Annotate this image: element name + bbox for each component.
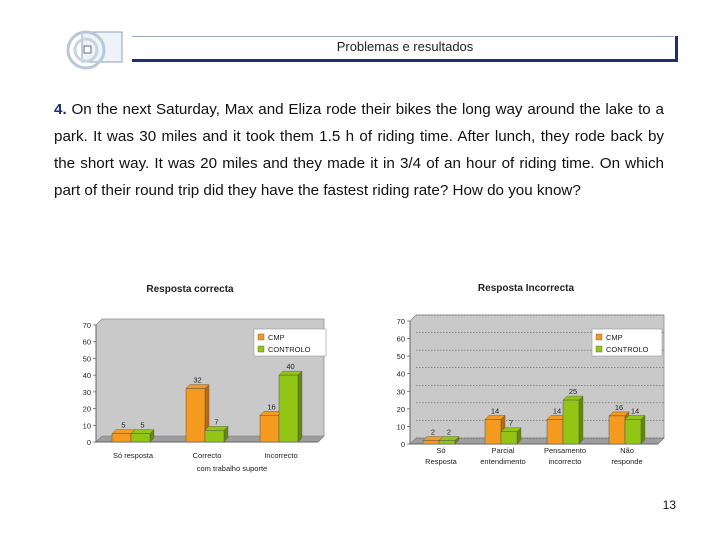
bar-controlo [625, 419, 641, 444]
x-tick-label: Resposta [425, 457, 457, 466]
bar-controlo [279, 375, 298, 442]
bar-value-label: 32 [193, 375, 202, 385]
y-tick-label: 20 [82, 404, 91, 414]
y-tick-label: 70 [396, 317, 405, 326]
bar-controlo [439, 440, 455, 444]
chart-title: Resposta correcta [146, 284, 234, 295]
question-paragraph [54, 96, 664, 204]
logo [62, 28, 132, 78]
x-tick-label: entendimento [480, 457, 526, 466]
bar-top-controlo [131, 430, 154, 434]
bar-value-label: 14 [630, 406, 640, 416]
bar-controlo [205, 430, 224, 442]
bar-value-label: 5 [140, 420, 145, 430]
legend-swatch-cmp [596, 334, 602, 340]
bar-value-label: 16 [267, 402, 276, 412]
bar-cmp [485, 419, 501, 444]
bar-value-label: 2 [430, 427, 436, 437]
x-tick-label: Só resposta [112, 451, 154, 460]
bar-controlo [501, 432, 517, 444]
y-tick-label: 30 [82, 387, 91, 397]
x-tick-label: Não [620, 446, 634, 455]
x-tick-label: Só [436, 446, 446, 455]
chart-resposta-correcta [48, 275, 333, 485]
x-tick-label: responde [611, 457, 643, 466]
bar-cmp [260, 415, 279, 442]
y-tick-label: 10 [82, 421, 91, 431]
bar-top-controlo [279, 371, 302, 375]
y-tick-label: 50 [396, 352, 405, 362]
bar-cmp [423, 440, 439, 444]
bar-controlo [131, 434, 150, 442]
y-tick-label: 50 [82, 354, 91, 364]
y-tick-label: 70 [82, 321, 91, 330]
bar-cmp [547, 419, 563, 444]
y-tick-label: 0 [400, 440, 405, 449]
legend-swatch-controlo [596, 346, 602, 352]
x-tick-label: Pensamento [543, 446, 587, 455]
legend-label: CMP [268, 333, 285, 342]
bar-side-controlo [298, 371, 302, 442]
bar-cmp [112, 434, 131, 442]
bar-side-controlo [641, 415, 645, 444]
chart-title: Resposta Incorrecta [477, 283, 575, 294]
y-tick-label: 60 [82, 337, 91, 347]
chart-incorrect-svg [366, 275, 666, 480]
y-tick-label: 20 [396, 404, 405, 414]
bar-value-label: 25 [568, 387, 578, 397]
bar-side-controlo [579, 396, 583, 444]
bar-top-controlo [205, 426, 228, 430]
bar-value-label: 40 [286, 362, 295, 372]
bar-value-label: 7 [508, 418, 514, 428]
bar-cmp [186, 389, 205, 442]
x-tick-label: Incorrecto [264, 451, 298, 460]
x-tick-label: Parcial [491, 446, 515, 455]
bar-value-label: 14 [552, 406, 562, 416]
y-tick-label: 0 [86, 438, 91, 447]
legend-label: CONTROLO [606, 345, 649, 354]
bar-value-label: 2 [446, 427, 452, 437]
question-text: On the next Saturday, Max and Eliza rode their bikes the long way around the lake to a park. It was 30 miles and it took them 1.5 h of riding time. After lunch, they rode back by the short way. It was 20 miles and they made it in 3/4 of an hour of riding time. On which part of their round trip did they have the fastest riding rate? How do you know? [54, 101, 664, 199]
y-tick-label: 10 [396, 422, 405, 432]
bar-top-cmp [186, 385, 209, 389]
bar-value-label: 14 [490, 406, 500, 416]
bar-value-label: 16 [614, 402, 624, 412]
header-title: Problemas e resultados [336, 39, 474, 54]
x-tick-label: Correcto [192, 451, 222, 460]
slide-header [132, 36, 678, 62]
y-tick-label: 30 [396, 387, 405, 397]
legend-label: CONTROLO [268, 345, 311, 354]
header-line-bottom [132, 59, 678, 62]
chart-correct-svg [48, 275, 333, 480]
y-tick-label: 40 [396, 369, 405, 379]
page-number: 13 [662, 498, 676, 512]
y-tick-label: 60 [396, 334, 405, 344]
legend-label: CMP [606, 333, 623, 342]
legend-swatch-controlo [258, 346, 264, 352]
y-tick-label: 40 [82, 371, 91, 381]
header-line-top [132, 36, 674, 37]
chart-resposta-incorrecta [366, 275, 666, 485]
question-number: 4. [54, 101, 67, 118]
bar-controlo [563, 400, 579, 444]
bar-value-label: 7 [214, 417, 219, 427]
x-tick-sublabel: com trabalho suporte [196, 464, 268, 473]
legend-swatch-cmp [258, 334, 264, 340]
bar-value-label: 5 [121, 420, 126, 430]
bar-cmp [609, 416, 625, 444]
x-tick-label: incorrecto [548, 457, 582, 466]
